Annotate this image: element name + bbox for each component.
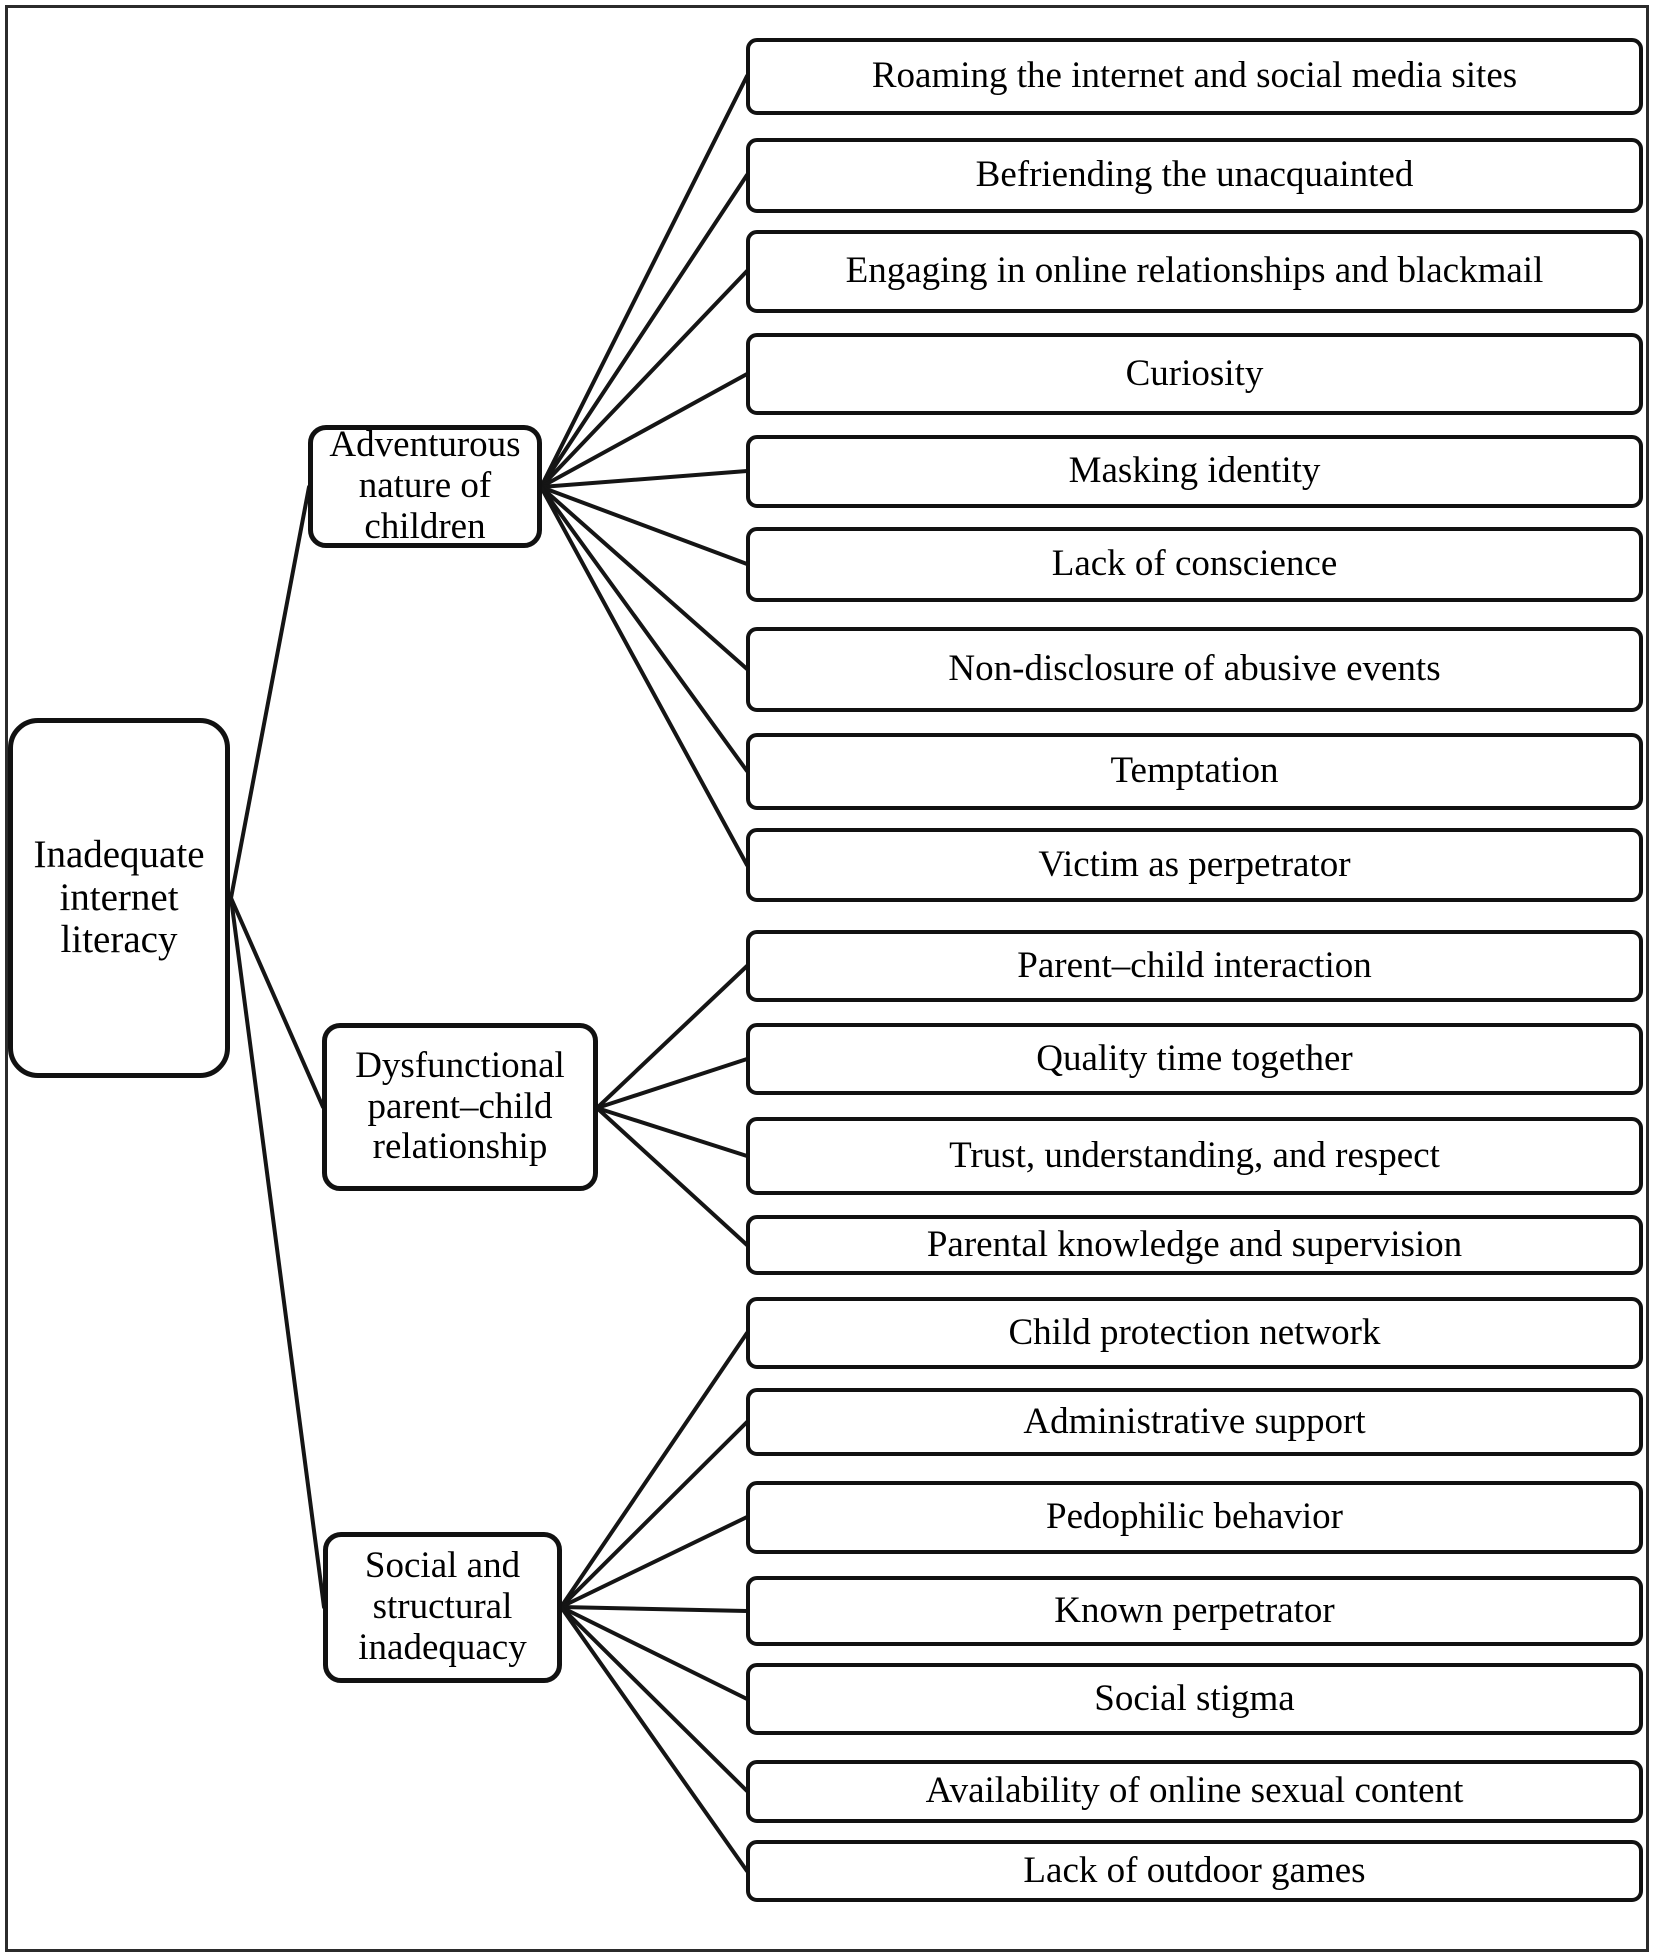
leaf-label: Lack of conscience bbox=[1051, 543, 1338, 585]
connector-line bbox=[561, 1607, 747, 1611]
leaf-node bbox=[746, 1215, 1643, 1275]
leaf-label: Roaming the internet and social media sites bbox=[871, 55, 1518, 97]
leaf-node bbox=[746, 435, 1643, 508]
leaf-node bbox=[746, 1117, 1643, 1195]
leaf-node bbox=[746, 1388, 1643, 1456]
connector-line bbox=[231, 487, 309, 898]
category-node-dysfunctional-relationship bbox=[322, 1023, 598, 1191]
leaf-label: Befriending the unacquainted bbox=[975, 154, 1414, 196]
connector-line bbox=[561, 1517, 747, 1607]
leaf-label: Social stigma bbox=[1094, 1677, 1295, 1719]
leaf-node bbox=[746, 1760, 1643, 1823]
connector-line bbox=[541, 374, 747, 487]
connector-line bbox=[541, 487, 747, 865]
root-label: Inadequate internet literacy bbox=[33, 832, 205, 962]
connector-line bbox=[561, 1607, 747, 1791]
category-node-social-structural bbox=[323, 1532, 562, 1683]
leaf-label: Parent–child interaction bbox=[1017, 944, 1372, 986]
leaf-node bbox=[746, 527, 1643, 602]
leaf-node bbox=[746, 38, 1643, 115]
connector-line bbox=[541, 487, 747, 669]
category-label: Social and structural inadequacy bbox=[358, 1545, 527, 1668]
leaf-label: Victim as perpetrator bbox=[1038, 843, 1351, 885]
connector-line bbox=[541, 76, 747, 487]
connector-line bbox=[561, 1607, 747, 1871]
leaf-label: Known perpetrator bbox=[1054, 1589, 1335, 1631]
connector-line bbox=[597, 1108, 747, 1156]
leaf-label: Curiosity bbox=[1125, 352, 1264, 394]
leaf-label: Pedophilic behavior bbox=[1046, 1496, 1343, 1538]
connector-line bbox=[561, 1333, 747, 1607]
leaf-label: Child protection network bbox=[1008, 1311, 1381, 1353]
root-node bbox=[8, 718, 230, 1078]
leaf-node bbox=[746, 930, 1643, 1002]
connector-line bbox=[541, 471, 747, 487]
leaf-node bbox=[746, 1576, 1643, 1646]
leaf-node bbox=[746, 1663, 1643, 1735]
leaf-label: Trust, understanding, and respect bbox=[949, 1134, 1440, 1176]
leaf-label: Engaging in online relationships and blackmail bbox=[845, 250, 1544, 292]
leaf-node bbox=[746, 138, 1643, 213]
connector-line bbox=[597, 1059, 747, 1108]
leaf-node bbox=[746, 733, 1643, 810]
leaf-label: Parental knowledge and supervision bbox=[926, 1223, 1463, 1265]
connector-line bbox=[561, 1422, 747, 1607]
leaf-node bbox=[746, 1023, 1643, 1095]
category-label: Dysfunctional parent–child relationship bbox=[355, 1044, 565, 1168]
category-label: Adventurous nature of children bbox=[329, 424, 521, 547]
connector-line bbox=[597, 966, 747, 1108]
leaf-label: Non-disclosure of abusive events bbox=[948, 648, 1441, 690]
connector-line bbox=[541, 271, 747, 487]
leaf-node bbox=[746, 333, 1643, 415]
leaf-node bbox=[746, 1481, 1643, 1554]
leaf-node bbox=[746, 1840, 1643, 1902]
connector-line bbox=[597, 1108, 747, 1245]
connector-line bbox=[541, 487, 747, 771]
connector-line bbox=[561, 1607, 747, 1699]
leaf-node bbox=[746, 1297, 1643, 1369]
leaf-label: Quality time together bbox=[1036, 1037, 1353, 1079]
leaf-label: Temptation bbox=[1110, 750, 1279, 792]
leaf-node bbox=[746, 230, 1643, 313]
leaf-label: Masking identity bbox=[1068, 450, 1321, 492]
leaf-label: Lack of outdoor games bbox=[1023, 1849, 1366, 1891]
connector-line bbox=[541, 175, 747, 487]
leaf-label: Administrative support bbox=[1023, 1400, 1366, 1442]
connector-line bbox=[541, 487, 747, 564]
leaf-label: Availability of online sexual content bbox=[925, 1770, 1464, 1812]
leaf-node bbox=[746, 627, 1643, 712]
leaf-node bbox=[746, 828, 1643, 902]
category-node-adventurous-nature bbox=[308, 425, 542, 548]
